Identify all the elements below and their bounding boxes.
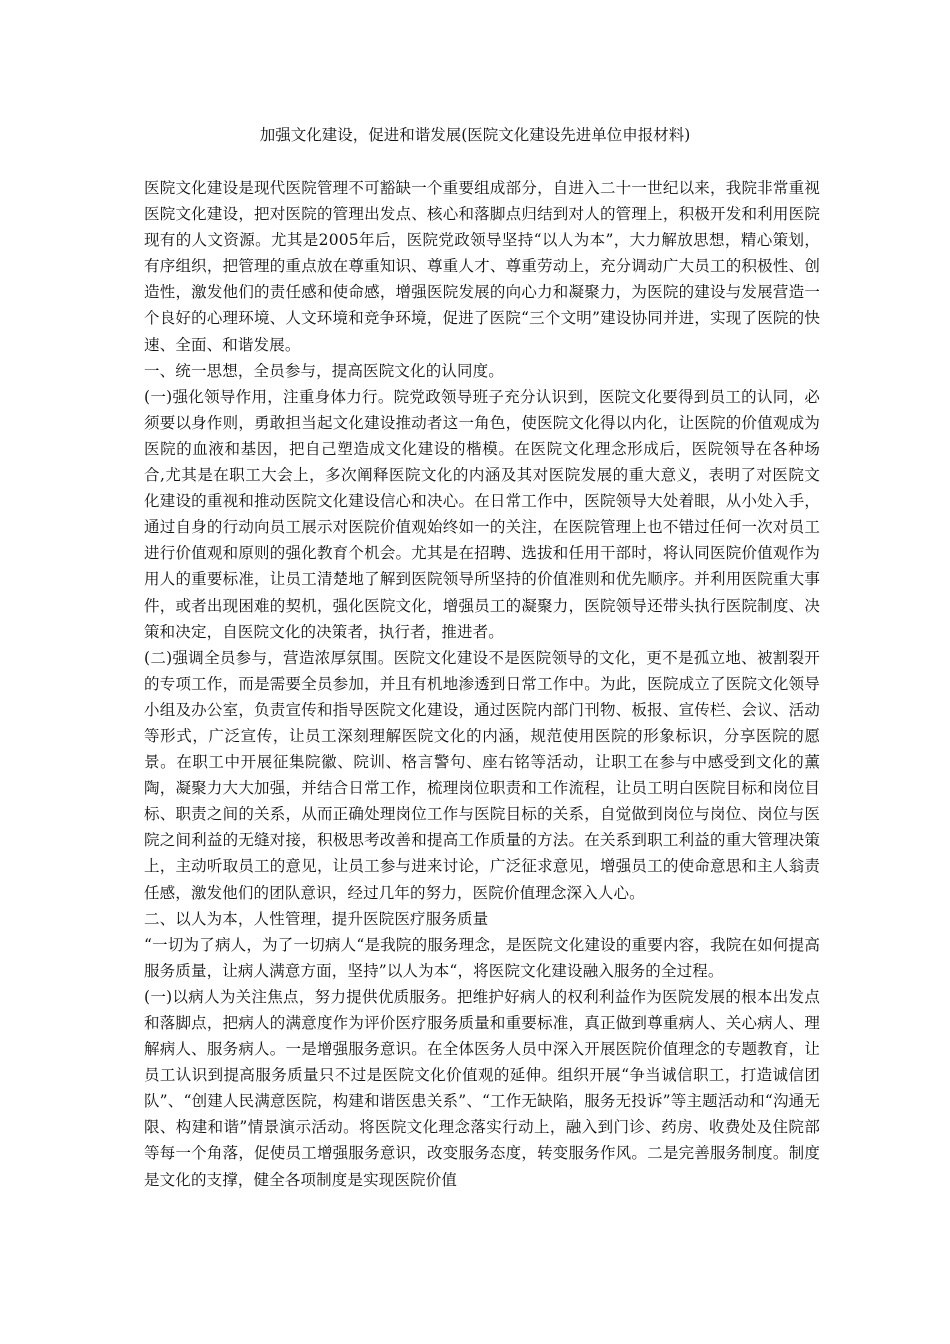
paragraph-intro: 医院文化建设是现代医院管理不可豁缺一个重要组成部分，自进入二十一世纪以来，我院非常重视医院文化建设，把对医院的管理出发点、核心和落脚点归结到对人的管理上，积极开发和利用医院现有的人文资源。尤其是2005年后，医院党政领导坚持“以人为本”，大力解放思想，精心策划，有序组织，把管理的重点放在尊重知识、尊重人才、尊重劳动上，充分调动广大员工的积极性、创造性，激发他们的责任感和使命感，增强医院发展的向心力和凝聚力，为医院的建设与发展营造一个良好的心理环境、人文环境和竞争环境，促进了医院“三个文明”建设协同并进，实现了医院的快速、全面、和谐发展。 — [144, 179, 820, 354]
document-title: 加强文化建设，促进和谐发展(医院文化建设先进单位申报材料) — [259, 126, 691, 144]
paragraph-participation: (二)强调全员参与，营造浓厚氛围。医院文化建设不是医院领导的文化，更不是孤立地、被割裂开的专项工作，而是需要全员参加，并且有机地渗透到日常工作中。为此，医院成立了医院文化领导小组及办公室，负责宣传和指导医院文化建设，通过医院内部门刊物、板报、宣传栏、会议、活动等形式，广泛宣传，让员工深刻理解医院文化的内涵，规范使用医院的形象标识，分享医院的愿景。在职工中开展征集院徽、院训、格言警句、座右铭等活动，让职工在参与中感受到文化的薰陶，凝聚力大大加强，并结合日常工作，梳理岗位职责和工作流程，让员工明白医院目标和岗位目标、职责之间的关系，从而正确处理岗位工作与医院目标的关系，自觉做到岗位与岗位、岗位与医院之间利益的无缝对接，积极思考改善和提高工作质量的方法。在关系到职工利益的重大管理决策上，主动听取员工的意见，让员工参与进来讨论，广泛征求意见，增强员工的使命意思和主人翁责任感，激发他们的团队意识，经过几年的努力，医院价值理念深入人心。 — [144, 648, 820, 902]
paragraph-service-philosophy: “一切为了病人，为了一切病人“是我院的服务理念，是医院文化建设的重要内容，我院在如何提高服务质量，让病人满意方面，坚持”以人为本“，将医院文化建设融入服务的全过程。 — [144, 935, 820, 980]
document-body — [144, 175, 820, 1193]
section-heading-1: 一、统一思想，全员参与，提高医院文化的认同度。 — [144, 361, 504, 380]
section-heading-2: 二、以人为本，人性管理，提升医院医疗服务质量 — [144, 909, 489, 928]
paragraph-leadership: (一)强化领导作用，注重身体力行。院党政领导班子充分认识到，医院文化要得到员工的认同，必须要以身作则，勇敢担当起文化建设推动者这一角色，使医院文化得以内化，让医院的价值观成为医院的血液和基因，把自己塑造成文化建设的楷模。在医院文化理念形成后，医院领导在各种场合,尤其是在职工大会上，多次阐释医院文化的内涵及其对医院发展的重大意义，表明了对医院文化建设的重视和推动医院文化建设信心和决心。在日常工作中，医院领导大处着眼，从小处入手，通过自身的行动向员工展示对医院价值观始终如一的关注，在医院管理上也不错过任何一次对员工进行价值观和原则的强化教育个机会。尤其是在招聘、选拔和任用干部时，将认同医院价值观作为用人的重要标准，让员工清楚地了解到医院领导所坚持的价值准则和优先顺序。并利用医院重大事件，或者出现困难的契机，强化医院文化，增强员工的凝聚力，医院领导还带头执行医院制度、决策和决定，自医院文化的决策者，执行者，推进者。 — [144, 387, 820, 641]
paragraph-patient-focus: (一)以病人为关注焦点，努力提供优质服务。把维护好病人的权利利益作为医院发展的根本出发点和落脚点，把病人的满意度作为评价医疗服务质量和重要标准，真正做到尊重病人、关心病人、理解病人、服务病人。一是增强服务意识。在全体医务人员中深入开展医院价值理念的专题教育，让员工认识到提高服务质量只不过是医院文化价值观的延伸。组织开展“争当诚信职工，打造诚信团队”、“创建人民满意医院，构建和谐医患关系”、“工作无缺陷，服务无投诉”等主题活动和“沟通无限、构建和谐”情景演示活动。将医院文化理念落实行动上，融入到门诊、药房、收费处及住院部等每一个角落，促使员工增强服务意识，改变服务态度，转变服务作风。二是完善服务制度。制度是文化的支撑，健全各项制度是实现医院价值 — [144, 987, 820, 1189]
